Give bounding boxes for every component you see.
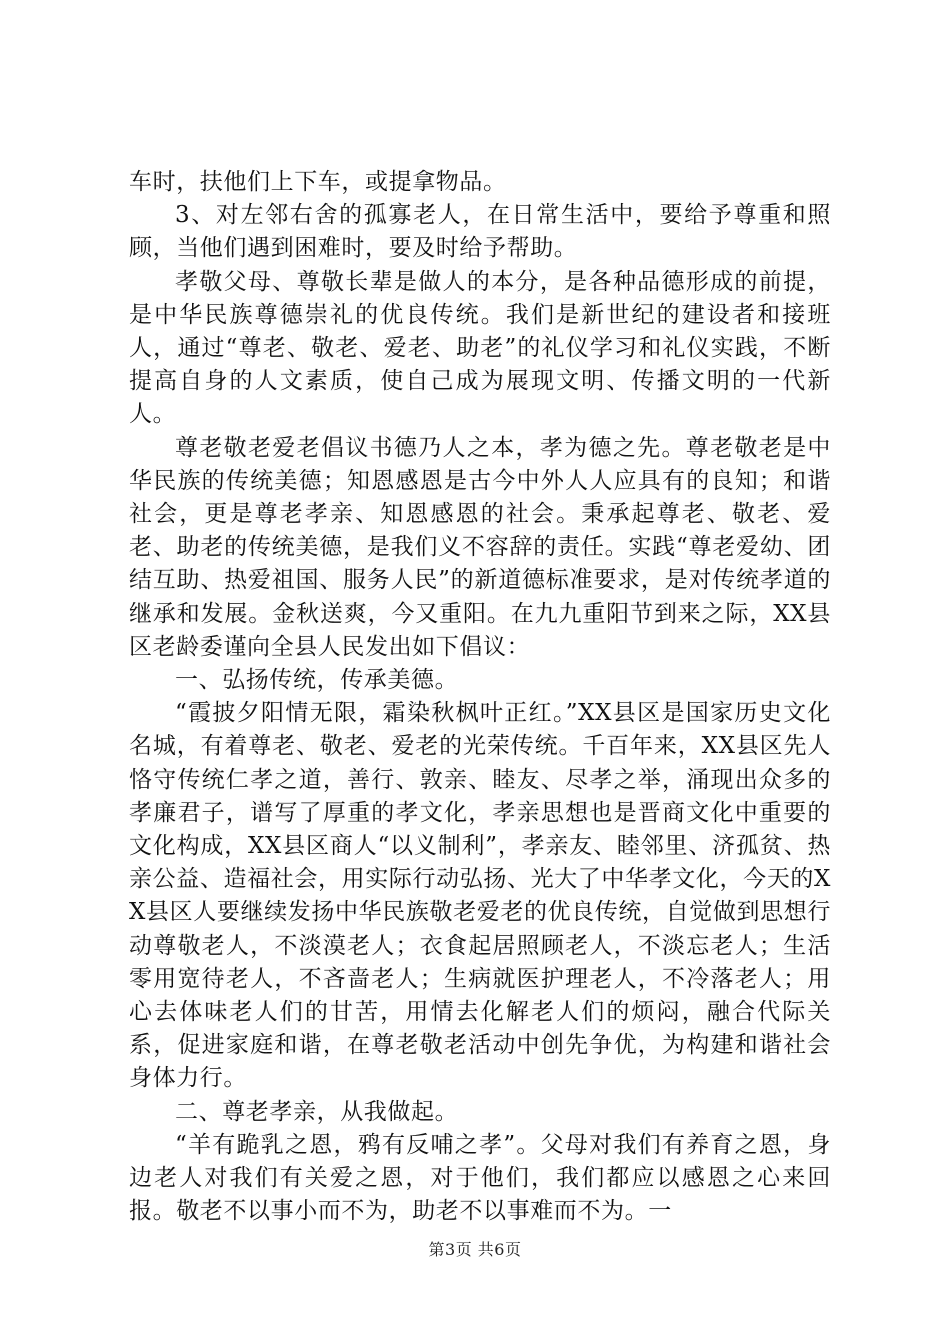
paragraph-3: 孝敬父母、尊敬长辈是做人的本分，是各种品德形成的前提，是中华民族尊德崇礼的优良传统。我们是新世纪的建设者和接班人，通过“尊老、敬老、爱老、助老”的礼仪学习和礼仪实践，不断提高自身的人文素质，使自己成为展现文明、传播文明的一代新人。 [129,268,831,428]
document-body [129,166,831,1229]
paragraph-6: “羊有跪乳之恩，鸦有反哺之孝”。父母对我们有养育之恩，身边老人对我们有关爱之恩，对于他们，我们都应以感恩之心来回报。敬老不以事小而不为，助老不以事难而不为。一 [129,1131,831,1225]
paragraph-2: 3、对左邻右舍的孤寡老人，在日常生活中，要给予尊重和照顾，当他们遇到困难时，要及时给予帮助。 [129,202,831,262]
section-heading-1: 一、弘扬传统，传承美德。 [175,667,459,694]
paragraph-1: 车时，扶他们上下车，或提拿物品。 [129,169,507,195]
paragraph-5: “霞披夕阳情无限，霜染秋枫叶正红。”XX县区是国家历史文化名城，有着尊老、敬老、爱老的光荣传统。千百年来，XX县区先人恪守传统仁孝之道，善行、敦亲、睦友、尽孝之举，涌现出众多的孝廉君子，谱写了厚重的孝文化，孝亲思想也是晋商文化中重要的文化构成，XX县区商人“以义制利”，孝亲友、睦邻里、济孤贫、热亲公益、造福社会，用实际行动弘扬、光大了中华孝文化，今天的XX县区人要继续发扬中华民族敬老爱老的优良传统，自觉做到思想行动尊敬老人，不淡漠老人；衣食起居照顾老人，不淡忘老人；生活零用宽待老人，不吝啬老人；生病就医护理老人，不冷落老人；用心去体味老人们的甘苦，用情去化解老人们的烦闷，融合代际关系，促进家庭和谐，在尊老敬老活动中创先争优，为构建和谐社会身体力行。 [129,700,831,1092]
page-number-footer: 第3页 共6页 [428,1240,522,1259]
section-heading-2: 二、尊老孝亲，从我做起。 [175,1098,459,1125]
paragraph-4: 尊老敬老爱老倡议书德乃人之本，孝为德之先。尊老敬老是中华民族的传统美德；知恩感恩是古今中外人人应具有的良知；和谐社会，更是尊老孝亲、知恩感恩的社会。秉承起尊老、敬老、爱老、助老的传统美德，是我们义不容辞的责任。实践“尊老爱幼、团结互助、热爱祖国、服务人民”的新道德标准要求，是对传统孝道的继承和发展。金秋送爽，今又重阳。在九九重阳节到来之际，XX县区老龄委谨向全县人民发出如下倡议： [129,434,831,660]
